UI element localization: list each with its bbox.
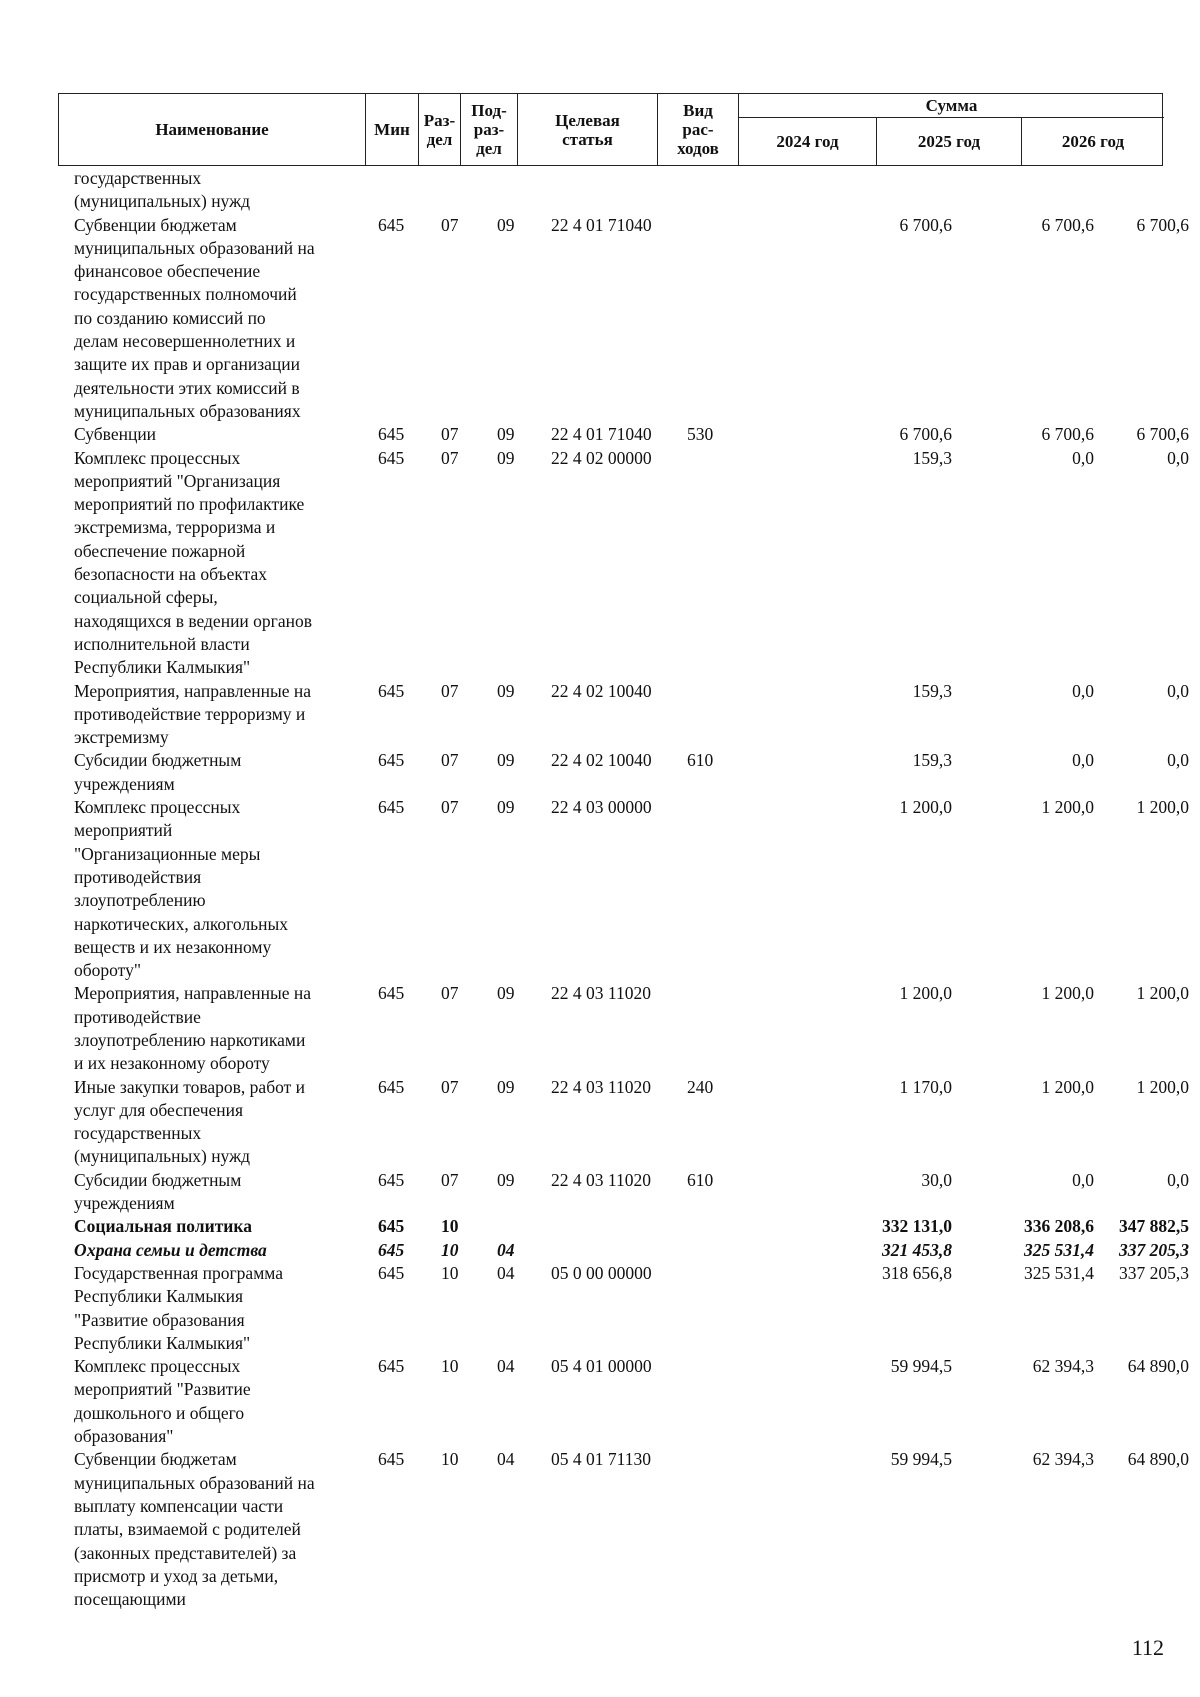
row-name: Мероприятия, направленные на противодействие злоупотреблению наркотиками и их незаконному обороту — [74, 983, 312, 1074]
row-razdel: 07 — [441, 1076, 459, 1097]
row-sum-2026: 64 890,0 — [1127, 1449, 1189, 1470]
row-vid-rashodov: 530 — [687, 424, 714, 445]
row-min: 645 — [378, 1169, 405, 1190]
row-sum-2024: 59 994,5 — [890, 1356, 952, 1377]
row-min: 645 — [378, 750, 405, 771]
row-sum-2024: 6 700,6 — [899, 214, 952, 235]
row-celevaya-statya: 22 4 02 00000 — [551, 447, 652, 468]
row-min: 645 — [378, 1449, 405, 1470]
row-celevaya-statya: 22 4 01 71040 — [551, 424, 652, 445]
row-sum-2026: 0,0 — [1167, 750, 1189, 771]
row-podrazdel: 09 — [497, 214, 515, 235]
row-name: Охрана семьи и детства — [74, 1239, 267, 1260]
row-celevaya-statya: 22 4 02 10040 — [551, 750, 652, 771]
header-min: Мин — [366, 94, 419, 165]
header-vid: Вид рас- ходов — [658, 94, 739, 165]
row-min: 645 — [378, 680, 405, 701]
row-sum-2024: 1 170,0 — [899, 1076, 952, 1097]
row-sum-2025: 62 394,3 — [1032, 1356, 1094, 1377]
row-sum-2025: 1 200,0 — [1041, 797, 1094, 818]
row-min: 645 — [378, 214, 405, 235]
row-podrazdel: 09 — [497, 750, 515, 771]
row-razdel: 10 — [441, 1216, 459, 1237]
row-razdel: 07 — [441, 214, 459, 235]
table-row — [74, 1239, 1189, 1262]
row-name: Иные закупки товаров, работ и услуг для обеспечения государственных (муниципальных) нужд — [74, 1076, 306, 1167]
row-razdel: 07 — [441, 797, 459, 818]
row-razdel: 10 — [441, 1449, 459, 1470]
row-celevaya-statya: 22 4 02 10040 — [551, 680, 652, 701]
row-razdel: 07 — [441, 447, 459, 468]
row-sum-2025: 1 200,0 — [1041, 983, 1094, 1004]
row-sum-2024: 318 656,8 — [882, 1262, 952, 1283]
row-sum-2025: 6 700,6 — [1041, 424, 1094, 445]
row-min: 645 — [378, 797, 405, 818]
row-sum-2026: 1 200,0 — [1136, 797, 1189, 818]
row-razdel: 10 — [441, 1262, 459, 1283]
row-podrazdel: 09 — [497, 1076, 515, 1097]
row-sum-2026: 347 882,5 — [1119, 1216, 1189, 1237]
row-podrazdel: 04 — [497, 1356, 515, 1377]
row-min: 645 — [378, 1356, 405, 1377]
row-sum-2024: 6 700,6 — [899, 424, 952, 445]
row-min: 645 — [378, 1216, 405, 1237]
table-row — [74, 1215, 1189, 1238]
row-name: Комплекс процессных мероприятий "Организационные меры противодействия злоупотреблению наркотических, алкогольных веществ и их незаконному обороту" — [74, 797, 289, 981]
header-year-2026: 2026 год — [1061, 132, 1125, 151]
row-min: 645 — [378, 424, 405, 445]
row-name: Социальная политика — [74, 1216, 252, 1237]
row-sum-2024: 1 200,0 — [899, 797, 952, 818]
row-name: Субсидии бюджетным учреждениям — [74, 750, 242, 794]
row-sum-2025: 325 531,4 — [1024, 1239, 1094, 1260]
header-podrazdel: Под- раз- дел — [461, 94, 518, 165]
row-sum-2024: 332 131,0 — [882, 1216, 952, 1237]
row-sum-2025: 62 394,3 — [1032, 1449, 1094, 1470]
table-row — [74, 214, 1189, 424]
row-sum-2024: 159,3 — [912, 750, 952, 771]
row-podrazdel: 09 — [497, 797, 515, 818]
row-sum-2024: 321 453,8 — [882, 1239, 952, 1260]
row-razdel: 07 — [441, 1169, 459, 1190]
row-sum-2025: 325 531,4 — [1024, 1262, 1094, 1283]
row-sum-2025: 0,0 — [1072, 680, 1094, 701]
row-podrazdel: 09 — [497, 680, 515, 701]
row-razdel: 07 — [441, 750, 459, 771]
table-row — [74, 749, 1189, 796]
row-celevaya-statya: 05 4 01 71130 — [551, 1449, 651, 1470]
row-celevaya-statya: 05 0 00 00000 — [551, 1262, 652, 1283]
row-sum-2024: 30,0 — [921, 1169, 952, 1190]
row-name: Государственная программа Республики Калмыкия "Развитие образования Республики Калмыкия" — [74, 1262, 283, 1353]
row-podrazdel: 04 — [497, 1449, 515, 1470]
row-sum-2026: 6 700,6 — [1136, 424, 1189, 445]
row-sum-2026: 6 700,6 — [1136, 214, 1189, 235]
row-vid-rashodov: 610 — [687, 1169, 714, 1190]
table-row — [74, 447, 1189, 680]
row-sum-2025: 0,0 — [1072, 750, 1094, 771]
row-sum-2026: 337 205,3 — [1119, 1239, 1189, 1260]
row-sum-2026: 0,0 — [1167, 1169, 1189, 1190]
header-summa: Сумма — [739, 94, 1164, 118]
row-name: Комплекс процессных мероприятий "Организация мероприятий по профилактике экстремизма, терроризма и обеспечение пожарной безопасности на объектах социальной сферы, находящихся в ведении органов исполнительной власти Республики Калмыкия" — [74, 447, 312, 678]
row-sum-2025: 336 208,6 — [1024, 1216, 1094, 1237]
row-podrazdel: 09 — [497, 1169, 515, 1190]
row-sum-2024: 159,3 — [912, 447, 952, 468]
row-razdel: 07 — [441, 680, 459, 701]
table-body — [74, 167, 1189, 1611]
table-row — [74, 796, 1189, 982]
page-number: 112 — [1131, 1635, 1164, 1660]
row-celevaya-statya: 22 4 03 11020 — [551, 1169, 651, 1190]
row-razdel: 10 — [441, 1356, 459, 1377]
row-sum-2026: 0,0 — [1167, 680, 1189, 701]
row-name: Субсидии бюджетным учреждениям — [74, 1169, 242, 1214]
row-sum-2026: 64 890,0 — [1127, 1356, 1189, 1377]
row-celevaya-statya: 05 4 01 00000 — [551, 1356, 652, 1377]
row-razdel: 07 — [441, 424, 459, 445]
table-row — [74, 1169, 1189, 1216]
row-razdel: 07 — [441, 983, 459, 1004]
row-sum-2025: 0,0 — [1072, 1169, 1094, 1190]
table-row — [74, 1076, 1189, 1169]
row-sum-2026: 0,0 — [1167, 447, 1189, 468]
row-name: Субвенции бюджетам муниципальных образований на выплату компенсации части платы, взимаемой с родителей (законных представителей) за присмотр и уход за детьми, посещающими — [74, 1449, 315, 1610]
row-celevaya-statya: 22 4 03 00000 — [551, 797, 652, 818]
row-razdel: 10 — [441, 1239, 459, 1260]
row-sum-2026: 1 200,0 — [1136, 983, 1189, 1004]
row-min: 645 — [378, 1076, 405, 1097]
row-sum-2025: 0,0 — [1072, 447, 1094, 468]
row-min: 645 — [378, 983, 405, 1004]
row-podrazdel: 09 — [497, 447, 515, 468]
row-name: Субвенции — [74, 424, 157, 445]
table-row — [74, 982, 1189, 1075]
row-sum-2026: 337 205,3 — [1119, 1262, 1189, 1283]
row-celevaya-statya: 22 4 03 11020 — [551, 1076, 651, 1097]
header-year-2024: 2024 год — [739, 118, 877, 166]
table-row — [74, 423, 1189, 446]
row-min: 645 — [378, 447, 405, 468]
table-row — [74, 1448, 1189, 1611]
row-sum-2024: 159,3 — [912, 680, 952, 701]
row-podrazdel: 04 — [497, 1262, 515, 1283]
row-podrazdel: 09 — [497, 424, 515, 445]
row-vid-rashodov: 240 — [687, 1076, 714, 1097]
row-sum-2025: 1 200,0 — [1041, 1076, 1094, 1097]
header-year-2025: 2025 год — [877, 118, 1022, 166]
row-podrazdel: 09 — [497, 983, 515, 1004]
row-name: Мероприятия, направленные на противодействие терроризму и экстремизму — [74, 680, 312, 748]
header-celevaya: Целевая статья — [518, 94, 658, 165]
row-name: Комплекс процессных мероприятий "Развитие дошкольного и общего образования" — [74, 1356, 251, 1447]
row-sum-2025: 6 700,6 — [1041, 214, 1094, 235]
row-celevaya-statya: 22 4 01 71040 — [551, 214, 652, 235]
row-name: Субвенции бюджетам муниципальных образований на финансовое обеспечение государственных полномочий по созданию комиссий по делам несовершеннолетних и защите их прав и организации деятельности этих комиссий в муниципальных образованиях — [74, 214, 315, 421]
row-celevaya-statya: 22 4 03 11020 — [551, 983, 651, 1004]
row-podrazdel: 04 — [497, 1239, 515, 1260]
table-row — [74, 167, 1174, 214]
header-name: Наименование — [59, 94, 366, 165]
row-min: 645 — [378, 1239, 405, 1260]
table-row — [74, 680, 1189, 750]
row-sum-2026: 1 200,0 — [1136, 1076, 1189, 1097]
table-row — [74, 1355, 1189, 1448]
row-sum-2024: 59 994,5 — [890, 1449, 952, 1470]
row-name: государственных (муниципальных) нужд — [74, 168, 251, 212]
table-row — [74, 1262, 1189, 1355]
row-vid-rashodov: 610 — [687, 750, 714, 771]
row-sum-2024: 1 200,0 — [899, 983, 952, 1004]
table-header — [58, 93, 1163, 166]
row-min: 645 — [378, 1262, 405, 1283]
header-razdel: Раз- дел — [419, 94, 461, 165]
